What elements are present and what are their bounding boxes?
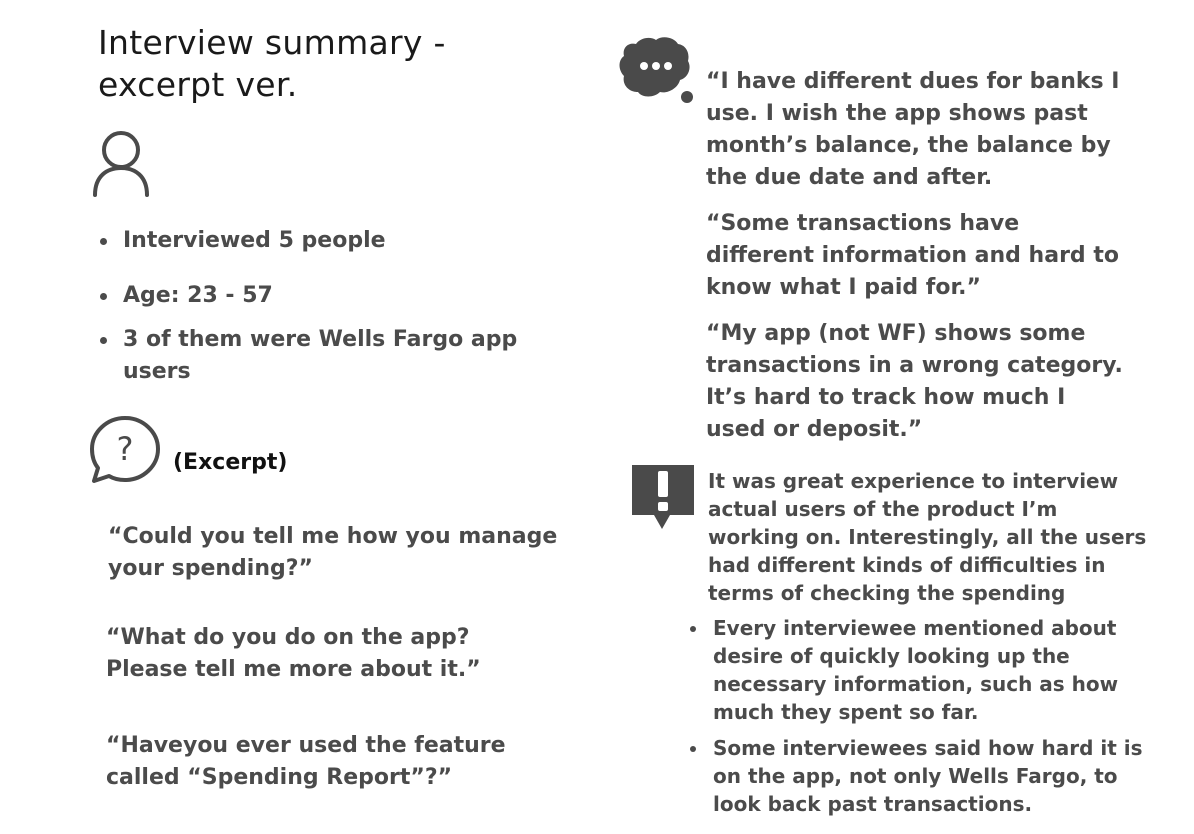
insight-bullet: [690, 614, 1180, 726]
insight-bullet-line: desire of quickly looking up the: [713, 644, 1070, 668]
quote-line: transactions in a wrong category.: [706, 353, 1123, 378]
user-quote: [706, 66, 1156, 194]
page-title-line-2: excerpt ver.: [98, 65, 298, 104]
insight-bullet-line: much they spent so far.: [713, 700, 979, 724]
insight-line: terms of checking the spending: [708, 581, 1066, 605]
quote-line: “My app (not WF) shows some: [706, 321, 1086, 346]
interview-question: [106, 730, 606, 794]
quote-line: “Some transactions have: [706, 211, 1020, 236]
quote-line: different information and hard to: [706, 243, 1119, 268]
quote-line: “I have different dues for banks I: [706, 69, 1120, 94]
insight-summary: [708, 467, 1168, 607]
insight-line: had different kinds of difficulties in: [708, 553, 1106, 577]
question-line-2: called “Spending Report”?”: [106, 765, 453, 790]
quote-line: the due date and after.: [706, 165, 993, 190]
quote-line: used or deposit.”: [706, 417, 923, 442]
svg-text:?: ?: [116, 430, 134, 468]
interview-question: [108, 521, 608, 585]
question-bubble-icon: [88, 414, 162, 486]
excerpt-label: (Excerpt): [173, 450, 288, 475]
question-line-2: your spending?”: [108, 556, 313, 581]
insight-bullet-line: necessary information, such as how: [713, 672, 1119, 696]
interview-question: [106, 622, 606, 686]
fact-item: [98, 280, 578, 312]
exclamation-bubble-icon: [630, 463, 696, 531]
insight-bullets: [690, 614, 1180, 826]
insight-bullet-line: on the app, not only Wells Fargo, to: [713, 764, 1118, 788]
insight-line: It was great experience to interview: [708, 469, 1119, 493]
fact-item: [98, 324, 578, 388]
insight-bullet: [690, 734, 1180, 818]
fact-text-line-2: users: [123, 359, 191, 384]
fact-item: [98, 225, 578, 257]
question-line-1: “Could you tell me how you manage: [108, 524, 558, 549]
page-title-line-1: Interview summary -: [98, 23, 446, 62]
insight-line: actual users of the product I’m: [708, 497, 1058, 521]
fact-text-line-1: 3 of them were Wells Fargo app: [123, 327, 518, 352]
insight-bullet-line: look back past transactions.: [713, 792, 1033, 816]
fact-text: Age: 23 - 57: [123, 283, 273, 308]
person-icon: [92, 128, 152, 198]
fact-text: Interviewed 5 people: [123, 228, 386, 253]
user-quote: [706, 318, 1156, 446]
user-quotes: [706, 66, 1156, 460]
quote-line: It’s hard to track how much I: [706, 385, 1066, 410]
insight-bullet-line: Some interviewees said how hard it is: [713, 736, 1143, 760]
chat-bubble-icon: [618, 36, 698, 106]
page-title: [98, 22, 446, 106]
user-quote: [706, 208, 1156, 304]
question-line-1: “Haveyou ever used the feature: [106, 733, 506, 758]
quote-line: know what I paid for.”: [706, 275, 981, 300]
interview-facts-list: [98, 225, 578, 388]
quote-line: use. I wish the app shows past: [706, 101, 1088, 126]
question-line-2: Please tell me more about it.”: [106, 657, 481, 682]
question-line-1: “What do you do on the app?: [106, 625, 470, 650]
insight-line: working on. Interestingly, all the users: [708, 525, 1147, 549]
quote-line: month’s balance, the balance by: [706, 133, 1111, 158]
insight-bullet-line: Every interviewee mentioned about: [713, 616, 1117, 640]
